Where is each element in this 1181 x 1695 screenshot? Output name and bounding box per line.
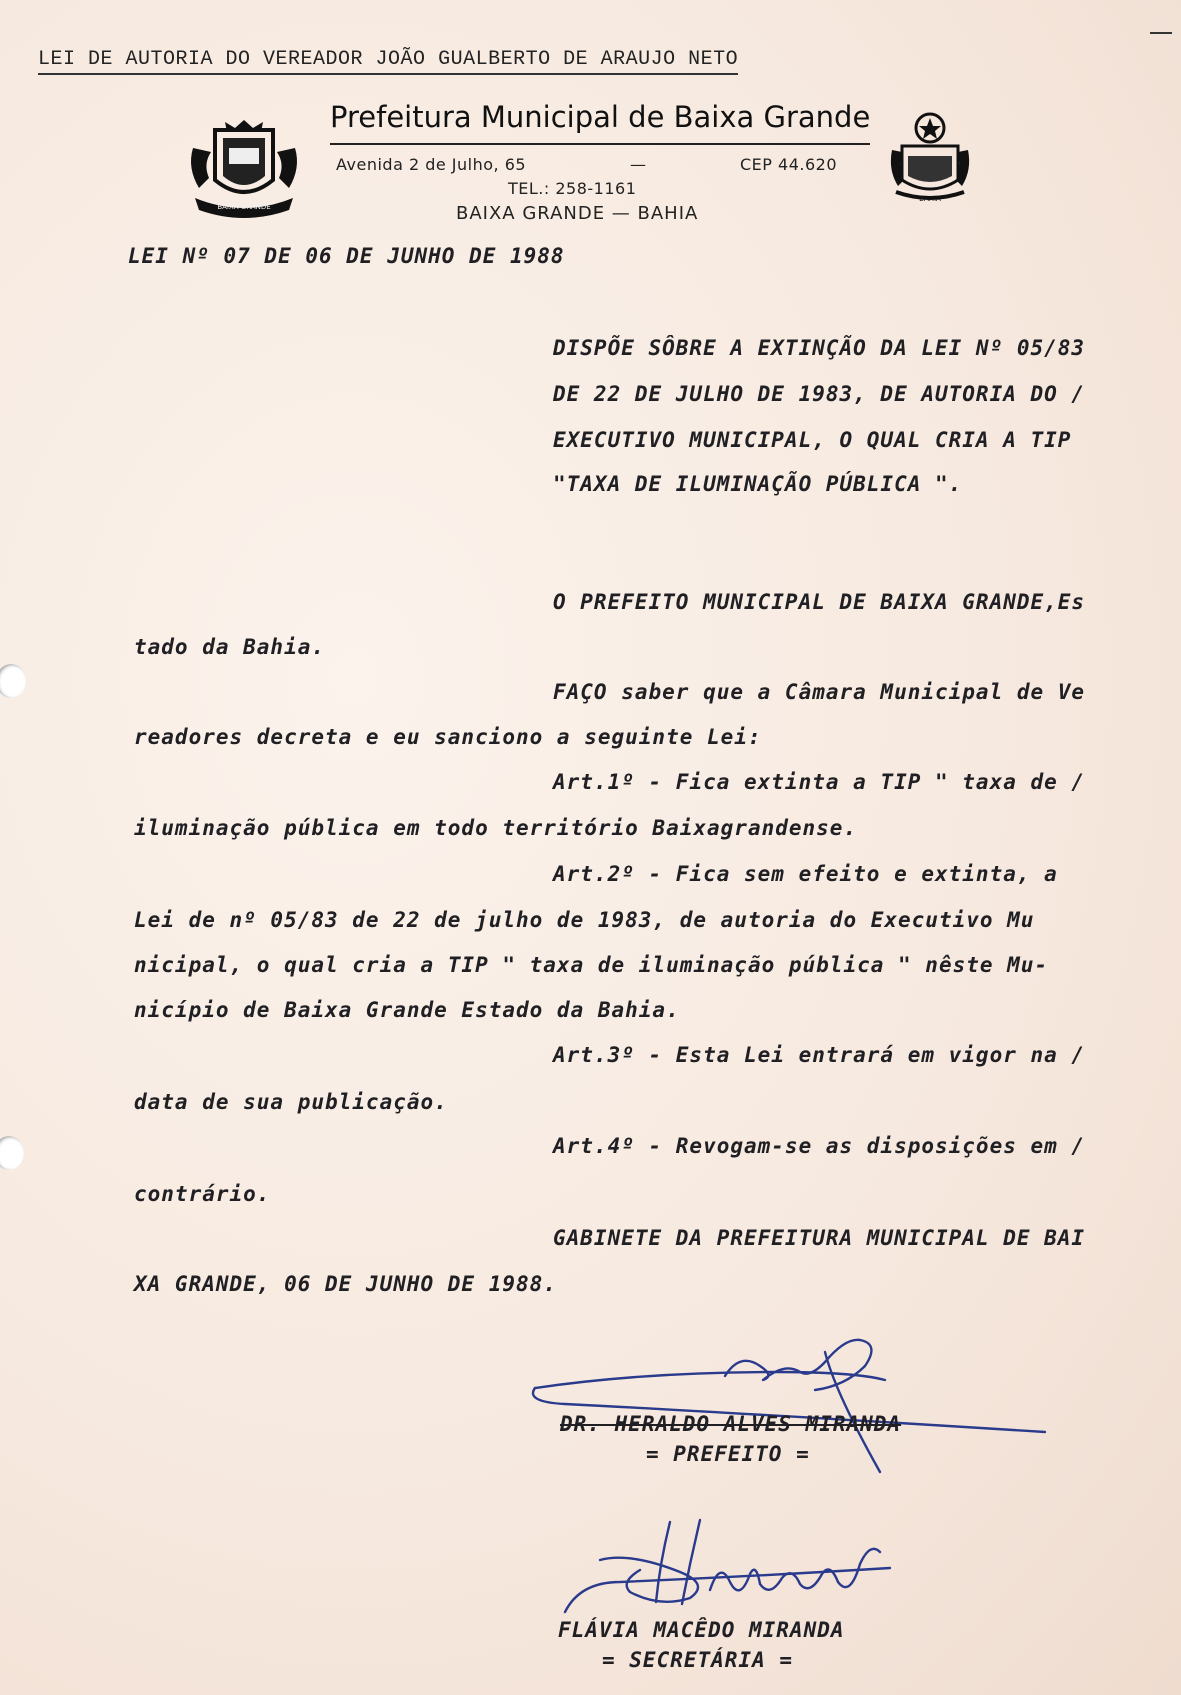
secretary-name: FLÁVIA MACÊDO MIRANDA [558,1618,845,1642]
punch-hole [0,1136,24,1170]
mayor-name: DR. HERALDO ALVES MIRANDA [560,1412,902,1436]
authorship-line: LEI DE AUTORIA DO VEREADOR JOÃO GUALBERTO DE ARAUJO NETO [38,48,738,75]
intro-line: tado da Bahia. [134,635,326,659]
article-3-line: Art.3º - Esta Lei entrará em vigor na / [553,1043,1086,1067]
summary-line: DISPÕE SÔBRE A EXTINÇÃO DA LEI Nº 05/83 [553,336,1086,360]
address: Avenida 2 de Julho, 65 [336,155,527,174]
article-1-line: Art.1º - Fica extinta a TIP " taxa de / [553,770,1086,794]
summary-line: "TAXA DE ILUMINAÇÃO PÚBLICA ". [553,472,963,496]
city-state: BAIXA GRANDE — BAHIA [456,203,699,224]
article-2-line: nicípio de Baixa Grande Estado da Bahia. [134,998,680,1022]
intro-line: O PREFEITO MUNICIPAL DE BAIXA GRANDE,Es [553,590,1086,614]
article-2-line: nicipal, o qual cria a TIP " taxa de iluminação pública " nêste Mu- [134,953,1049,977]
closing-line: GABINETE DA PREFEITURA MUNICIPAL DE BAI [553,1226,1086,1250]
summary-line: EXECUTIVO MUNICIPAL, O QUAL CRIA A TIP [553,428,1072,452]
address-dash: — [630,155,647,174]
article-1-line: iluminação pública em todo território Baixagrandense. [134,816,858,840]
enactment-line: readores decreta e eu sanciono a seguinte Lei: [134,725,762,749]
secretary-signature-icon [560,1512,920,1632]
mayor-title: = PREFEITO = [646,1442,810,1466]
article-3-line: data de sua publicação. [134,1090,448,1114]
enactment-line: FAÇO saber que a Câmara Municipal de Ve [553,680,1086,704]
law-title: LEI Nº 07 DE 06 DE JUNHO DE 1988 [128,244,565,268]
closing-line: XA GRANDE, 06 DE JUNHO DE 1988. [134,1272,557,1296]
phone-number: TEL.: 258-1161 [508,179,637,198]
municipality-title: Prefeitura Municipal de Baixa Grande [330,100,871,134]
punch-hole [0,664,26,698]
svg-text:BAIXA GRANDE: BAIXA GRANDE [217,203,271,211]
article-2-line: Art.2º - Fica sem efeito e extinta, a [553,862,1058,886]
title-rule [330,143,870,145]
postal-code: CEP 44.620 [740,155,837,174]
state-seal-icon [888,106,972,204]
summary-line: DE 22 DE JULHO DE 1983, DE AUTORIA DO / [553,382,1086,406]
municipal-coat-of-arms-icon [185,118,303,222]
article-4-line: contrário. [134,1182,271,1206]
secretary-title: = SECRETÁRIA = [602,1648,794,1672]
corner-mark [1150,32,1172,34]
article-2-line: Lei de nº 05/83 de 22 de julho de 1983, de autoria do Executivo Mu [134,908,1035,932]
article-4-line: Art.4º - Revogam-se as disposições em / [553,1134,1086,1158]
svg-text:BAHIA: BAHIA [919,195,941,203]
